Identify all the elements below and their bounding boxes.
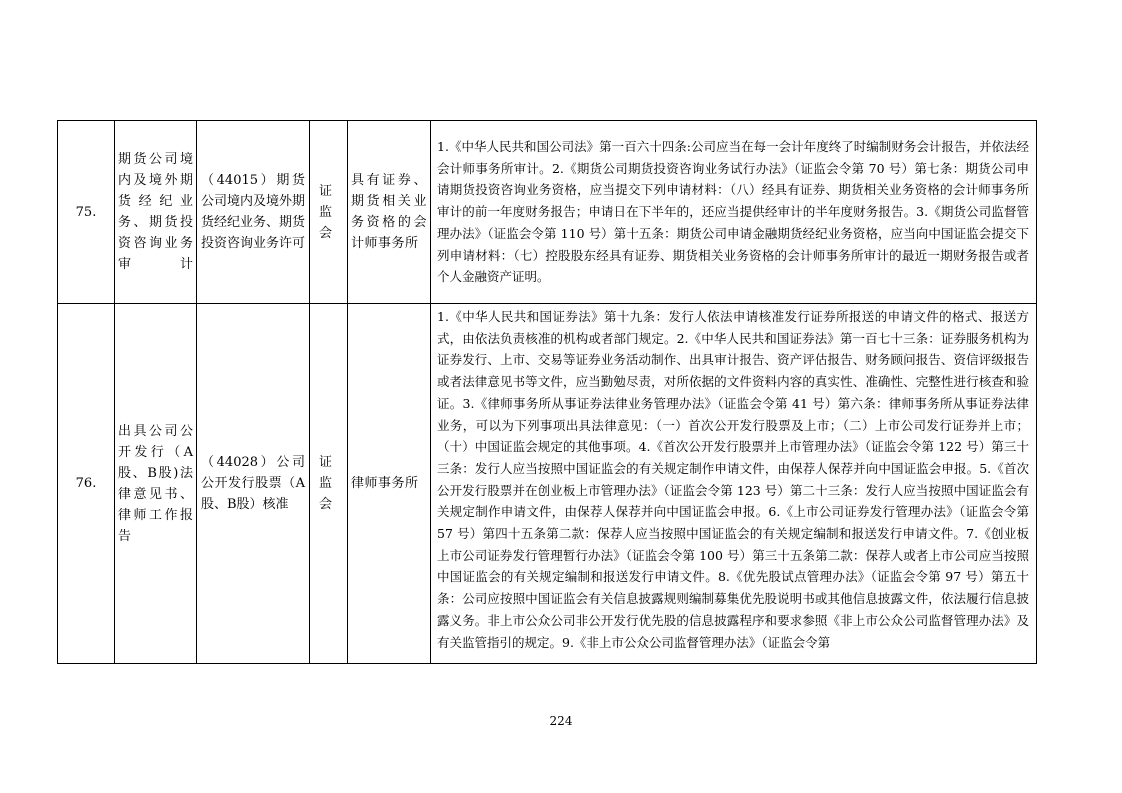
department-cell [310, 121, 348, 304]
legal-basis: 1.《中华人民共和国证券法》第十九条：发行人依法申请核准发行证券所报送的申请文件的格式、报送方式，由依法负责核准的机构或者部门规定。2.《中华人民共和国证券法》第一百七十三条：证券服务机构为证券发行、上市、交易等证券业务活动制作、出具审计报告、资产评估报告、财务顾问报告、资信评级报告或者法律意见书等文件，应当勤勉尽责，对所依据的文件资料内容的真实性、准确性、完整性进行核查和验证。3.《律师事务所从事证券法律业务管理办法》（证监会令第 41 号）第六条：律师事务所从事证券法律业务，可以为下列事项出具法律意见：（一）首次公开发行股票及上市；（二）上市公司发行证券并上市；（十）中国证监会规定的其他事项。4.《首次公开发行股票并上市管理办法》（证监会令第 122 号）第三十三条：发行人应当按照中国证监会的有关规定制作申请文件，由保荐人保荐并向中国证监会申报。5.《首次公开发行股票并在创业板上市管理办法》（证监会令第 123 号）第二十三条：发行人应当按照中国证监会有关规定制作申请文件，由保荐人保荐并向中国证监会申报。6.《上市公司证券发行管理办法》（证监会令第 57 号）第四十五条第二款：保荐人应当按照中国证监会的有关规定编制和报送发行申请文件。7.《创业板上市公司证券发行管理暂行办法》（证监会令第 100 号）第三十五条第二款：保荐人或者上市公司应当按照中国证监会的有关规定编制和报送发行申请文件。8.《优先股试点管理办法》（证监会令第 97 号）第五十条：公司应按照中国证监会有关信息披露规则编制募集优先股说明书或其他信息披露文件，依法履行信息披露义务。非上市公众公司非公开发行优先股的信息披露程序和要求参照《非上市公众公司监督管理办法》及有关监管指引的规定。9.《非上市公众公司监督管理办法》（证监会令第 [437, 309, 1029, 650]
matter-name: 出具公司公开发行（A股、B股)法律意见书、律师工作报告 [118, 423, 193, 544]
matter-name-cell [115, 304, 197, 664]
org-type-cell [348, 304, 431, 664]
department: 证监会 [319, 455, 337, 512]
org-type: 律师事务所 [351, 476, 419, 491]
page-number: 224 [549, 714, 573, 728]
legal-basis-cell [431, 121, 1037, 304]
row-number: 76. [58, 304, 115, 664]
row-number: 75. [58, 121, 115, 304]
department: 证监会 [319, 183, 337, 241]
matter-name-cell [115, 121, 197, 304]
approval-item: （44015）期货公司境内及境外期货经纪业务、期货投资咨询业务许可 [201, 173, 306, 251]
department-cell [310, 304, 348, 664]
table-row [58, 121, 1037, 304]
table-row [58, 304, 1037, 664]
matter-name: 期货公司境内及境外期货经纪业务、期货投资咨询业务审计 [118, 152, 193, 272]
approval-item: （44028）公司公开发行股票（A股、B股）核准 [201, 455, 305, 512]
org-type: 具有证券、期货相关业务资格的会计师事务所 [351, 173, 427, 251]
legal-basis-cell [431, 304, 1037, 664]
legal-basis: 1.《中华人民共和国公司法》第一百六十四条:公司应当在每一会计年度终了时编制财务会计报告，并依法经会计师事务所审计。2.《期货公司期货投资咨询业务试行办法》（证监会令第 70 号）第七条：期货公司申请期货投资咨询业务资格，应当提交下列申请材料：（八）经具有证券、期货相关业务资格的会计师事务所审计的前一年度财务报告；申请日在下半年的，还应当提供经审计的半年度财务报告。3.《期货公司监督管理办法》（证监会令第 110 号）第十五条：期货公司申请金融期货经纪业务资格，应当向中国证监会提交下列申请材料：（七）控股股东经具有证券、期货相关业务资格的会计师事务所审计的最近一期财务报告或者个人金融资产证明。 [437, 139, 1029, 285]
org-type-cell [348, 121, 431, 304]
document-table [57, 120, 1037, 664]
approval-item-cell [197, 121, 310, 304]
approval-item-cell [197, 304, 310, 664]
